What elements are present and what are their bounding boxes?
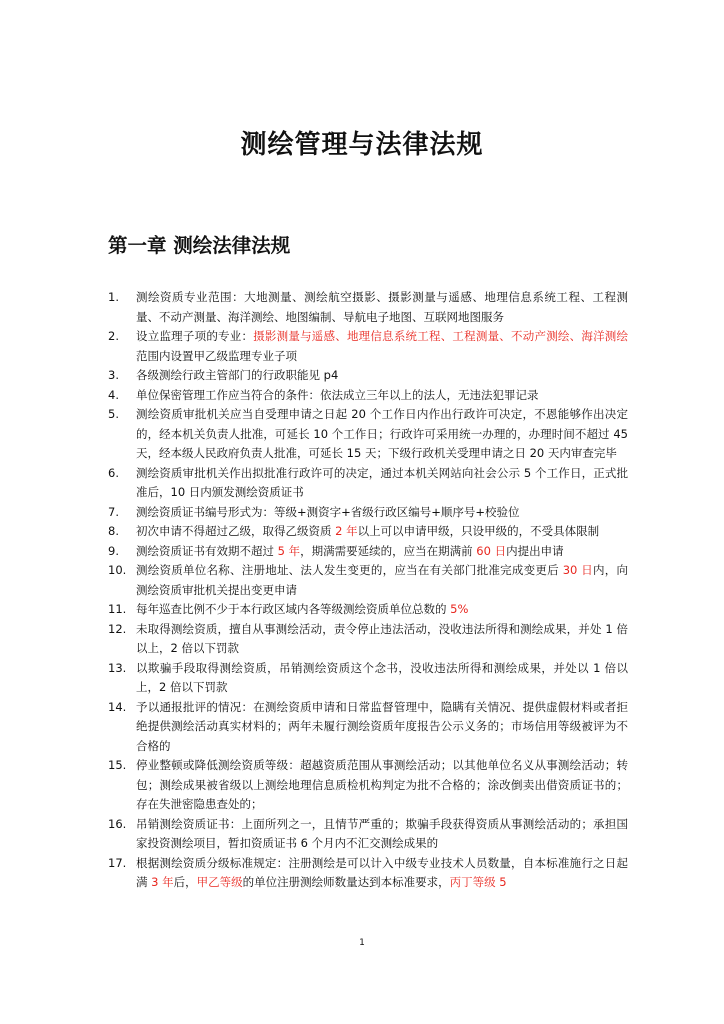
highlighted-text: 丙丁等级 5 [449,875,507,889]
list-item-text [136,561,628,600]
text-segment: 内提出申请 [506,543,564,558]
list-item-number: 7. [108,504,119,519]
list-item [108,854,628,893]
text-segment: 初次申请不得超过乙级，取得乙级资质 [136,524,336,538]
text-segment: 停业整顿或降低测绘资质等级：超越资质范围从事测绘活动；以其他单位名义从事测绘活动；转包；测绘成果被省级以上测绘地理信息质检机构判定为批不合格的；涂改倒卖出借资质证书的；存在失泄密隐患查处的； [136,758,628,811]
list-item-text [136,366,628,386]
list-item-number: 12. [108,621,127,636]
list-item-number: 16. [108,816,127,831]
highlighted-text: 60 日 [476,543,507,558]
text-segment: 范围内设置甲乙级监理专业子项 [136,348,297,363]
text-segment: 测绘资质证书有效期不超过 [136,543,278,558]
list-item [108,522,628,542]
list-item [108,327,628,366]
list-item [108,620,628,659]
list-item-number: 11. [108,602,127,616]
list-item-number: 1. [108,290,119,304]
list-item [108,659,628,698]
text-segment: 以上可以申请甲级，只设甲级的，不受具体限制 [357,524,600,538]
list-item-number: 3. [108,368,119,382]
numbered-list [108,288,628,893]
text-segment: 测绘资质审批机关作出拟批准行政许可的决定，通过本机关网站向社会公示 5 个工作日，正式批准后，10 日内颁发测绘资质证书 [136,465,628,499]
list-item-text [136,288,628,327]
document-title: 测绘管理与法律法规 [240,130,484,160]
list-item-text [136,698,628,757]
text-segment: 予以通报批评的情况：在测绘资质申请和日常监督管理中，隐瞒有关情况、提供虚假材料或者拒绝提供测绘活动真实材料的；两年未履行测绘资质年度报告公示义务的；市场信用等级被评为不合格的 [136,699,628,753]
text-segment: 各级测绘行政主管部门的行政职能见 p4 [136,368,339,382]
text-segment: 测绘资质专业范围：大地测量、测绘航空摄影、摄影测量与遥感、地理信息系统工程、工程测量、不动产测量、海洋测绘、地图编制、导航电子地图、互联网地图服务 [136,290,628,324]
list-item [108,561,628,600]
list-item-text [136,405,628,464]
list-item [108,503,628,523]
highlighted-text: 甲乙等级 [196,875,243,889]
list-item [108,405,628,464]
list-item [108,288,628,327]
list-item-text [136,503,628,523]
text-segment: 吊销测绘资质证书：上面所列之一，且情节严重的；欺骗手段获得资质从事测绘活动的；承担国家投资测绘项目，暂扣资质证书 6 个月内不汇交测绘成果的 [136,816,628,850]
text-segment: 测绘资质证书编号形式为：等级+测资字+省级行政区编号+顺序号+校验位 [136,504,520,519]
list-item-text [136,327,628,366]
list-item-text [136,464,628,503]
text-segment: 后， [173,875,197,889]
list-item-text [136,620,628,659]
list-item-text [136,659,628,698]
list-item [108,464,628,503]
page-number: 1 [359,938,365,948]
text-segment: 测绘资质单位名称、注册地址、法人发生变更的，应当在有关部门批准完成变更后 [136,563,563,577]
text-segment: 测绘资质审批机关应当自受理申请之日起 20 个工作日内作出行政许可决定，不恩能够作出决定的，经本机关负责人批准，可延长 10 个工作日；行政许可采用统一办理的，办理时间不超过 45 天，经本级人民政府负责人批准，可延长 15 天；下级行政机关受理申请之日 20 天内审查完毕 [136,407,628,460]
list-item-number: 8. [108,524,119,538]
list-item [108,600,628,620]
highlighted-text: 30 日 [562,563,593,577]
text-segment: 内，向测绘资质审批机关提出变更申请 [136,563,628,597]
list-item-number: 4. [108,387,119,402]
list-item-text [136,756,628,815]
list-item-number: 10. [108,563,127,577]
highlighted-text: 5% [450,602,469,616]
text-segment: ，期满需要延续的，应当在期满前 [300,543,477,558]
list-item-text [136,386,628,406]
text-segment: 单位保密管理工作应当符合的条件：依法成立三年以上的法人，无违法犯罪记录 [136,387,539,402]
text-segment: 以欺骗手段取得测绘资质，吊销测绘资质这个念书，没收违法所得和测绘成果，并处以 1 倍以上，2 倍以下罚款 [136,660,628,694]
list-item-text [136,854,628,893]
chapter-heading: 第一章 测绘法律法规 [108,234,291,257]
text-segment: 根据测绘资质分级标准规定：注册测绘是可以计入中级专业技术人员数量，自本标准施行之日起满 [136,855,628,889]
list-item-text [136,542,628,562]
list-item-text [136,522,628,542]
list-item [108,756,628,815]
list-item [108,698,628,757]
list-item [108,386,628,406]
list-item-number: 13. [108,660,127,675]
text-segment: 每年巡查比例不少于本行政区域内各等级测绘资质单位总数的 [136,602,451,616]
list-item-number: 9. [108,543,119,558]
list-item-number: 14. [108,699,127,714]
text-segment: 未取得测绘资质，擅自从事测绘活动，责令停止违法活动，没收违法所得和测绘成果，并处 1 倍以上，2 倍以下罚款 [136,621,628,655]
list-item-number: 6. [108,465,119,480]
highlighted-text: 2 年 [335,524,358,538]
list-item [108,366,628,386]
list-item [108,542,628,562]
list-item-number: 2. [108,329,119,343]
list-item-number: 5. [108,407,119,421]
text-segment: 的单位注册测绘师数量达到本标准要求， [242,875,450,889]
list-item-number: 15. [108,758,127,772]
list-item [108,815,628,854]
list-item-text [136,600,628,620]
highlighted-text: 5 年 [277,543,301,558]
list-item-number: 17. [108,855,127,870]
highlighted-text: 摄影测量与遥感、地理信息系统工程、工程测量、不动产测绘、海洋测绘 [253,329,629,343]
text-segment: 设立监理子项的专业： [136,329,254,343]
list-item-text [136,815,628,854]
highlighted-text: 3 年 [151,875,174,889]
